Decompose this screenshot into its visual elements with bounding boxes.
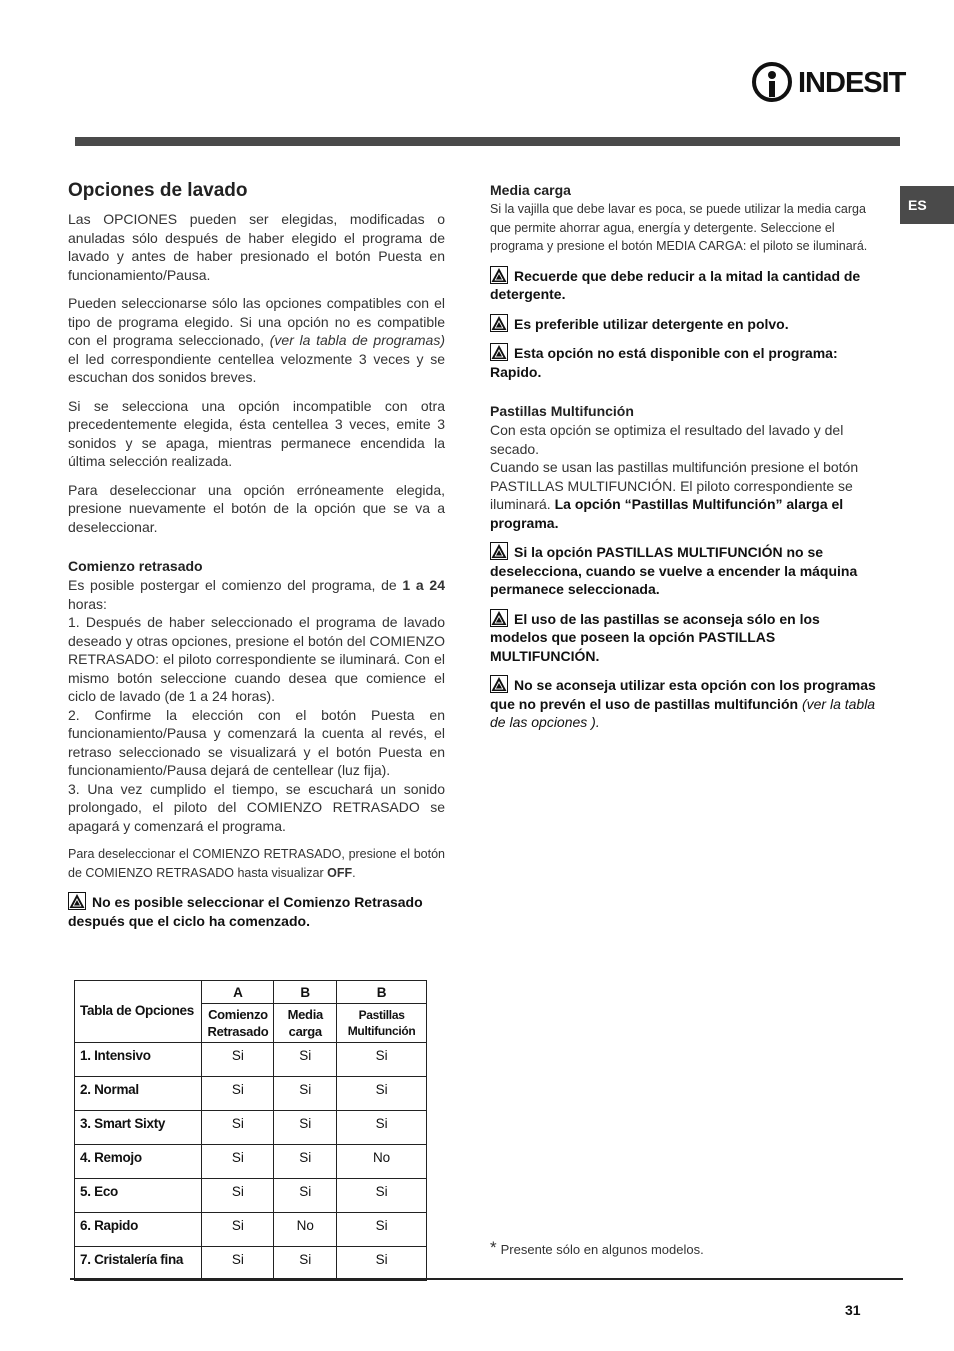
table-cell: Si	[337, 1043, 427, 1077]
table-row	[75, 1213, 427, 1247]
footer-rule	[70, 1278, 903, 1280]
table-cell: Si	[337, 1213, 427, 1247]
intro-paragraph-3: Si se selecciona una opción incompatible con otra precedentemente elegida, ésta centellea 3 veces, emite 3 sonidos y se apaga, mientras permanece encendida la última selección realizada.	[68, 397, 445, 469]
delay-start-heading: Comienzo retrasado	[68, 558, 203, 574]
footnote	[490, 1238, 704, 1258]
table-cell: Si	[337, 1179, 427, 1213]
warning-icon	[490, 314, 508, 332]
warning-icon	[68, 892, 86, 910]
table-row	[75, 1179, 427, 1213]
table-cell: Si	[202, 1145, 274, 1179]
brand-logo	[752, 62, 904, 106]
table-row	[75, 1247, 427, 1281]
brand-logo-icon	[752, 62, 792, 102]
table-cell: Si	[202, 1077, 274, 1111]
row-label: 4. Remojo	[75, 1145, 202, 1179]
table-cell: Si	[337, 1077, 427, 1111]
footnote-asterisk: *	[490, 1238, 497, 1257]
column-letter: A	[202, 981, 274, 1004]
row-label: 5. Eco	[75, 1179, 202, 1213]
tablets-paragraph-2: Cuando se usan las pastillas multifunción presione el botón PASTILLAS MULTIFUNCIÓN. El piloto correspondiente se iluminará. La opción “Pastillas Multifunción” alarga el programa.	[490, 459, 859, 531]
warning-icon	[490, 343, 508, 361]
half-load-warning-3: Esta opción no está disponible con el programa: Rapido.	[490, 345, 838, 380]
delay-start-deselect: Para deseleccionar el COMIENZO RETRASADO, presione el botón de COMIENZO RETRASADO hasta visualizar OFF.	[68, 847, 445, 880]
tablets-warning-3: No se aconseja utilizar esta opción con los programas que no prevén el uso de pastillas multifunción (ver la tabla de las opciones ).	[490, 677, 876, 730]
table-cell: No	[337, 1145, 427, 1179]
tablets-paragraph-1: Con esta opción se optimiza el resultado del lavado y del secado.	[490, 422, 844, 457]
table-cell: Si	[274, 1247, 337, 1281]
column-letter: B	[274, 981, 337, 1004]
left-column	[68, 180, 445, 940]
table-row	[75, 1043, 427, 1077]
warning-icon	[490, 609, 508, 627]
column-header: Comienzo Retrasado	[202, 1004, 274, 1043]
row-label: 6. Rapido	[75, 1213, 202, 1247]
intro-paragraph-4: Para deseleccionar una opción erróneamente elegida, presione nuevamente el botón de la opción que se va a deseleccionar.	[68, 481, 445, 535]
table-cell: Si	[274, 1179, 337, 1213]
row-label: 3. Smart Sixty	[75, 1111, 202, 1145]
delay-start-step-3: 3. Una vez cumplido el tiempo, se escuchará un sonido prolongado, el piloto del COMIENZO RETRASADO se apagará y comenzará el programa.	[68, 780, 445, 834]
row-label: 2. Normal	[75, 1077, 202, 1111]
row-label: 7. Cristalería fina	[75, 1247, 202, 1281]
footnote-text: Presente sólo en algunos modelos.	[500, 1242, 704, 1257]
table-cell: Si	[202, 1043, 274, 1077]
intro-paragraph-1: Las OPCIONES pueden ser elegidas, modificadas o anuladas sólo después de haber elegido el programa de lavado y antes de haber presionado el botón Puesta en funcionamiento/Pausa.	[68, 211, 445, 283]
options-table	[74, 980, 427, 1281]
table-row	[75, 1077, 427, 1111]
table-cell: Si	[202, 1247, 274, 1281]
tablets-warning-2: El uso de las pastillas se aconseja sólo en los modelos que poseen la opción PASTILLAS MULTIFUNCIÓN.	[490, 610, 820, 664]
delay-start-intro: Es posible postergar el comienzo del programa, de 1 a 24 horas:	[68, 577, 445, 612]
table-cell: Si	[202, 1111, 274, 1145]
table-cell: Si	[337, 1111, 427, 1145]
table-cell: Si	[202, 1213, 274, 1247]
language-tab: ES	[900, 186, 954, 224]
brand-name: INDESIT	[798, 67, 906, 99]
table-cell: Si	[274, 1111, 337, 1145]
table-cell: Si	[337, 1247, 427, 1281]
delay-start-warning: No es posible seleccionar el Comienzo Retrasado después que el ciclo ha comenzado.	[68, 894, 423, 929]
header-rule	[75, 137, 900, 146]
section-title: Opciones de lavado	[68, 180, 248, 201]
table-row	[75, 1145, 427, 1179]
half-load-heading: Media carga	[490, 182, 571, 198]
delay-start-step-2: 2. Confirme la elección con el botón Puesta en funcionamiento/Pausa y comenzará la cuenta al revés, el retraso seleccionado se visualizará y el botón Puesta en funcionamiento/Pausa dejará de centellear (luz fija).	[68, 706, 445, 778]
table-cell: Si	[202, 1179, 274, 1213]
column-letter: B	[337, 981, 427, 1004]
tablets-heading: Pastillas Multifunción	[490, 403, 634, 419]
column-header: Pastillas Multifunción	[337, 1004, 427, 1043]
warning-icon	[490, 542, 508, 560]
table-cell: Si	[274, 1077, 337, 1111]
right-column	[490, 182, 880, 742]
table-cell: Si	[274, 1145, 337, 1179]
tablets-warning-1: Si la opción PASTILLAS MULTIFUNCIÓN no se deselecciona, cuando se vuelve a encender la máquina permanece seleccionada.	[490, 544, 858, 597]
page-number: 31	[845, 1302, 861, 1318]
table-corner-label: Tabla de Opciones	[75, 981, 202, 1043]
half-load-warning-1: Recuerde que debe reducir a la mitad la cantidad de detergente.	[490, 267, 861, 302]
table-row	[75, 1111, 427, 1145]
half-load-paragraph: Si la vajilla que debe lavar es poca, se puede utilizar la media carga que permite ahorrar agua, energía y detergente. Seleccione el programa y presione el botón MEDIA CARGA: el piloto se iluminará.	[490, 202, 868, 253]
warning-icon	[490, 266, 508, 284]
column-header: Media carga	[274, 1004, 337, 1043]
warning-icon	[490, 675, 508, 693]
table-cell: Si	[274, 1043, 337, 1077]
half-load-warning-2: Es preferible utilizar detergente en polvo.	[490, 314, 880, 334]
row-label: 1. Intensivo	[75, 1043, 202, 1077]
intro-paragraph-2: Pueden seleccionarse sólo las opciones compatibles con el tipo de programa elegido. Si una opción no es compatible con el programa seleccionado, (ver la tabla de programas) el led correspondiente centellea velozmente 3 veces y se escuchan dos sonidos breves.	[68, 295, 446, 385]
table-cell: No	[274, 1213, 337, 1247]
delay-start-step-1: 1. Después de haber seleccionado el programa de lavado deseado y otras opciones, presione el botón del COMIENZO RETRASADO: el piloto correspondiente se iluminará. Con el mismo botón seleccione cuando desea que comience el ciclo de lavado (de 1 a 24 horas).	[68, 614, 445, 704]
